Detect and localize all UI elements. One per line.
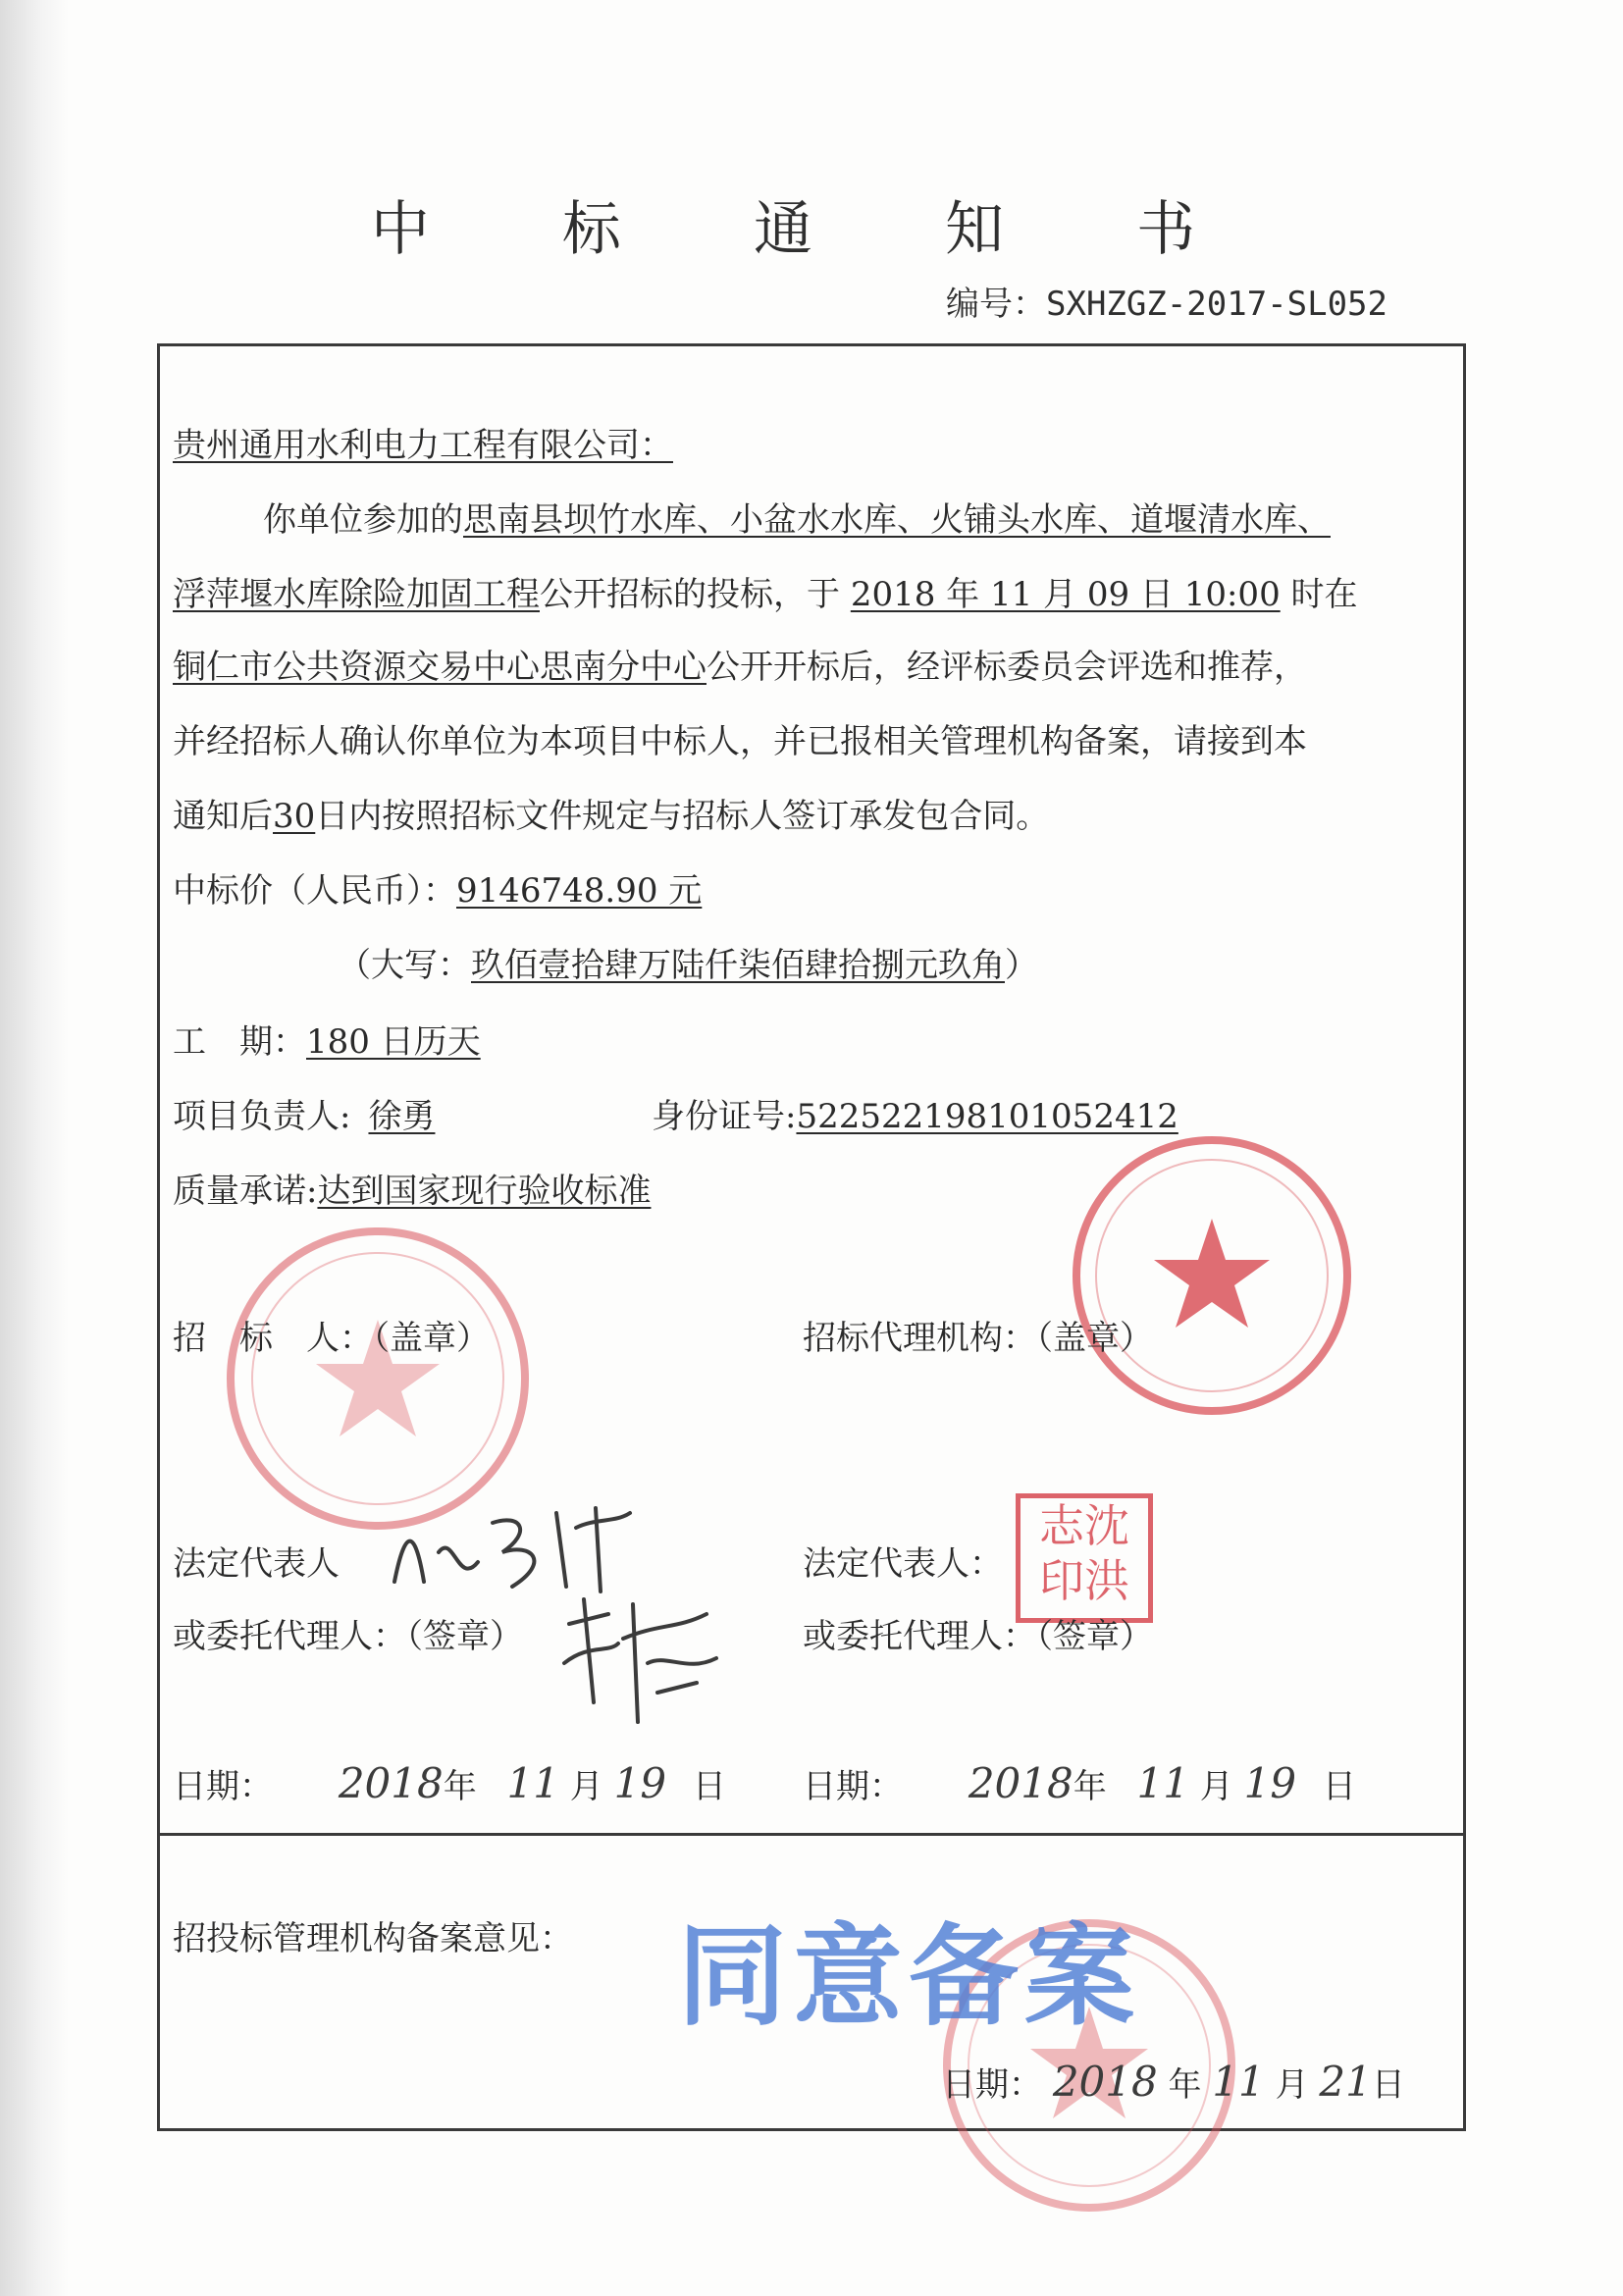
- agency-label: 招标代理机构：（盖章）: [803, 1319, 1153, 1358]
- tenderer-date-row: [173, 1759, 726, 1807]
- body-text: 你单位参加的: [263, 500, 463, 540]
- tenderer-seal: [216, 1217, 540, 1540]
- manager-value: 徐勇: [368, 1097, 436, 1136]
- document-title: 中 标 通 知 书: [370, 195, 1253, 264]
- body-text: 公开招标的投标，于: [540, 575, 840, 614]
- body-line-2: [173, 575, 1358, 614]
- agency-legal-rep: 法定代表人：: [803, 1544, 1003, 1584]
- handwritten-day: 21: [1319, 2058, 1372, 2106]
- filing-date-row: [942, 2058, 1405, 2106]
- year-char: 年: [443, 1767, 477, 1806]
- price-label: 中标价（人民币）：: [173, 871, 456, 911]
- agency-date-row: [803, 1759, 1356, 1807]
- period-row: [173, 1022, 481, 1062]
- manager-row: [173, 1097, 452, 1136]
- body-text: 公开开标后，经评标委员会评选和推荐，: [707, 648, 1307, 687]
- price-value: 9146748.90 元: [456, 871, 703, 911]
- tenderer-agent-signature: [550, 1585, 736, 1732]
- manager-label: 项目负责人:: [173, 1097, 351, 1136]
- recipient: 贵州通用水利电力工程有限公司：: [173, 426, 673, 465]
- project-name-cont: 浮萍堰水库除险加固工程: [173, 575, 540, 614]
- period-label: 工 期：: [173, 1022, 306, 1062]
- handwritten-day: 19: [613, 1759, 667, 1807]
- body-line-3: [173, 648, 1307, 687]
- day-char: 日: [692, 1767, 726, 1806]
- date-label: 日期：: [173, 1767, 273, 1806]
- filing-approved-stamp: 同意备案: [677, 1913, 1140, 2041]
- handwritten-year: 2018: [338, 1759, 444, 1807]
- body-line-4: 并经招标人确认你单位为本项目中标人，并已报相关管理机构备案，请接到本: [173, 722, 1307, 761]
- month-char: 月: [1275, 2065, 1309, 2105]
- project-name: 思南县坝竹水库、小盆水水库、火铺头水库、道堰清水库、: [463, 500, 1331, 540]
- tenderer-agent: 或委托代理人：（签章）: [173, 1617, 523, 1656]
- quality-label: 质量承诺:: [173, 1172, 318, 1211]
- handwritten-month: 11: [1212, 2058, 1265, 2106]
- price-words-prefix: （大写：: [338, 946, 471, 985]
- doc-number-value: SXHZGZ-2017-SL052: [1046, 285, 1387, 324]
- body-text: 日内按照招标文件规定与招标人签订承发包合同。: [315, 797, 1050, 836]
- day-char: 日: [1371, 2065, 1405, 2105]
- bid-open-place: 铜仁市公共资源交易中心思南分中心: [173, 648, 707, 687]
- document-number: [946, 277, 1387, 325]
- period-value: 180 日历天: [306, 1022, 481, 1062]
- price-words-suffix: ）: [1005, 946, 1038, 985]
- body-line-5: [173, 797, 1049, 836]
- tenderer-label: 招 标 人：（盖章）: [173, 1319, 490, 1358]
- year-char: 年: [1168, 2065, 1202, 2105]
- handwritten-day: 19: [1243, 1759, 1297, 1807]
- body-text: 时在: [1290, 575, 1358, 614]
- handwritten-year: 2018: [1052, 2058, 1158, 2106]
- body-line-1: [263, 500, 1331, 540]
- price-words-row: [338, 946, 1038, 985]
- binding-shadow: [0, 0, 69, 2296]
- handwritten-month: 11: [506, 1759, 559, 1807]
- quality-value: 达到国家现行验收标准: [317, 1172, 652, 1211]
- month-char: 月: [569, 1767, 603, 1806]
- quality-row: [173, 1172, 651, 1211]
- agency-agent: 或委托代理人：（签章）: [803, 1617, 1153, 1656]
- month-char: 月: [1199, 1767, 1233, 1806]
- day-char: 日: [1322, 1767, 1356, 1806]
- filing-label: 招投标管理机构备案意见：: [173, 1919, 573, 1958]
- tenderer-legal-rep: 法定代表人: [173, 1544, 340, 1584]
- filing-divider: [157, 1833, 1466, 1836]
- handwritten-year: 2018: [968, 1759, 1073, 1807]
- date-label: 日期：: [803, 1767, 903, 1806]
- year-char: 年: [1073, 1767, 1107, 1806]
- date-label: 日期：: [942, 2065, 1042, 2105]
- doc-number-label: 编号：: [946, 285, 1046, 324]
- handwritten-month: 11: [1136, 1759, 1189, 1807]
- agency-seal: [1065, 1128, 1359, 1423]
- contract-days: 30: [273, 797, 316, 836]
- price-words-value: 玖佰壹拾肆万陆仟柒佰肆拾捌元玖角: [471, 946, 1005, 985]
- id-label: 身份证号:: [652, 1097, 797, 1136]
- id-value: 522522198101052412: [796, 1097, 1178, 1136]
- bid-open-date: 2018 年 11 月 09 日 10:00: [850, 575, 1281, 614]
- body-text: 通知后: [173, 797, 273, 836]
- price-row: [173, 871, 702, 911]
- agency-personal-seal: 志沈 印洪: [1016, 1493, 1153, 1623]
